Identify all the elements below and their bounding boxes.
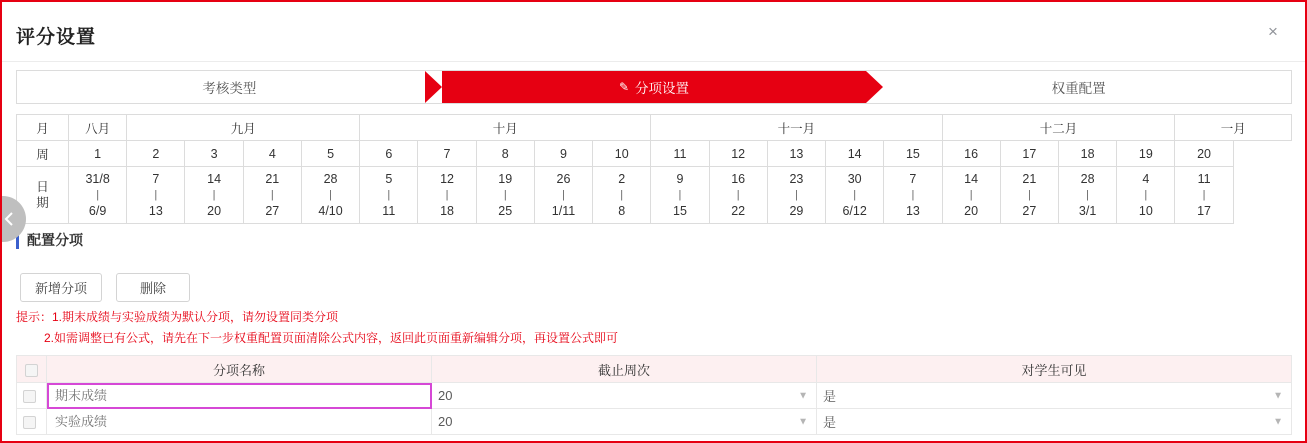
row-checkbox[interactable] bbox=[23, 416, 36, 429]
page-title: 评分设置 bbox=[16, 27, 97, 48]
item-name-input[interactable] bbox=[53, 384, 425, 408]
tip-line-2: 2.如需调整已有公式，请先在下一步权重配置页面清除公式内容，返回此页面重新编辑分项，再设置公式即可 bbox=[44, 331, 619, 345]
calendar-date-cell: 11 | 17 bbox=[1175, 167, 1233, 224]
select-all-checkbox[interactable] bbox=[25, 364, 38, 377]
calendar-month-cell: 十二月 bbox=[942, 115, 1175, 141]
section-title: 配置分项 bbox=[16, 231, 83, 249]
calendar-label-week: 周 bbox=[17, 141, 69, 167]
calendar-date-cell: 9 | 15 bbox=[651, 167, 709, 224]
item-week-select[interactable] bbox=[432, 409, 817, 435]
calendar-date-cell: 28 | 3/1 bbox=[1058, 167, 1116, 224]
calendar-week-cell: 20 bbox=[1175, 141, 1233, 167]
calendar-week-cell: 19 bbox=[1117, 141, 1175, 167]
calendar-month-cell: 十一月 bbox=[651, 115, 942, 141]
select-all-header bbox=[17, 356, 47, 383]
step-bar bbox=[16, 70, 1292, 104]
calendar-date-cell: 21 | 27 bbox=[1000, 167, 1058, 224]
tab-assessment-type[interactable] bbox=[17, 71, 442, 103]
chevron-down-icon: ▼ bbox=[798, 416, 808, 427]
calendar-week-cell: 18 bbox=[1058, 141, 1116, 167]
calendar-date-cell: 26 | 1/11 bbox=[534, 167, 592, 224]
row-select-cell bbox=[17, 383, 47, 409]
item-week-value: 20 bbox=[438, 414, 453, 429]
calendar-date-cell: 30 | 6/12 bbox=[826, 167, 884, 224]
row-select-cell bbox=[17, 409, 47, 435]
calendar-week-cell: 1 bbox=[69, 141, 127, 167]
item-visible-select[interactable] bbox=[817, 409, 1292, 435]
item-visible-select[interactable] bbox=[817, 383, 1292, 409]
calendar-date-cell: 2 | 8 bbox=[593, 167, 651, 224]
table-row bbox=[17, 383, 1292, 409]
calendar-date-cell: 12 | 18 bbox=[418, 167, 476, 224]
calendar-date-cell: 23 | 29 bbox=[767, 167, 825, 224]
dialog-header bbox=[2, 2, 1305, 62]
calendar-date-cell: 4 | 10 bbox=[1117, 167, 1175, 224]
calendar-week-cell: 12 bbox=[709, 141, 767, 167]
calendar-week-cell: 4 bbox=[243, 141, 301, 167]
calendar-week-cell: 11 bbox=[651, 141, 709, 167]
step-label-1: 考核类型 bbox=[202, 81, 257, 96]
calendar-month-cell: 九月 bbox=[127, 115, 360, 141]
delete-item-button[interactable]: 删除 bbox=[116, 273, 190, 302]
chevron-down-icon: ▼ bbox=[798, 390, 808, 401]
tips-block bbox=[16, 307, 618, 349]
calendar-month-cell: 一月 bbox=[1175, 115, 1292, 141]
calendar-week-cell: 9 bbox=[534, 141, 592, 167]
calendar-week-cell: 17 bbox=[1000, 141, 1058, 167]
calendar-date-cell: 19 | 25 bbox=[476, 167, 534, 224]
calendar-date-cell: 7 | 13 bbox=[884, 167, 942, 224]
item-visible-value: 是 bbox=[823, 415, 837, 430]
calendar-date-cell: 16 | 22 bbox=[709, 167, 767, 224]
items-table bbox=[16, 355, 1292, 435]
calendar-date-cell: 14 | 20 bbox=[185, 167, 243, 224]
item-action-buttons bbox=[20, 273, 190, 302]
item-name-input[interactable] bbox=[53, 410, 425, 434]
item-week-select[interactable] bbox=[432, 383, 817, 409]
column-header-week: 截止周次 bbox=[432, 356, 817, 383]
tab-weight-config[interactable] bbox=[866, 71, 1291, 103]
column-header-name: 分项名称 bbox=[47, 356, 432, 383]
calendar-month-cell: 八月 bbox=[69, 115, 127, 141]
calendar-date-cell: 5 | 11 bbox=[360, 167, 418, 224]
calendar-week-cell: 5 bbox=[301, 141, 359, 167]
calendar-date-cell: 21 | 27 bbox=[243, 167, 301, 224]
calendar-week-cell: 7 bbox=[418, 141, 476, 167]
calendar-week-cell: 2 bbox=[127, 141, 185, 167]
calendar-date-cell: 7 | 13 bbox=[127, 167, 185, 224]
column-header-visible: 对学生可见 bbox=[817, 356, 1292, 383]
step-label-2: 分项设置 bbox=[635, 81, 690, 96]
calendar-label-month: 月 bbox=[17, 115, 69, 141]
item-visible-value: 是 bbox=[823, 389, 837, 404]
calendar-week-cell: 13 bbox=[767, 141, 825, 167]
calendar-week-row bbox=[17, 141, 1292, 167]
step-label-3: 权重配置 bbox=[1051, 81, 1106, 96]
tab-item-settings[interactable] bbox=[442, 71, 867, 103]
table-header-row bbox=[17, 356, 1292, 383]
calendar-week-cell: 10 bbox=[593, 141, 651, 167]
item-name-cell[interactable] bbox=[47, 383, 432, 409]
tip-line-1: 提示：1.期末成绩与实验成绩为默认分项，请勿设置同类分项 bbox=[16, 310, 339, 324]
pencil-icon: ✎ bbox=[618, 80, 630, 94]
chevron-down-icon: ▼ bbox=[1273, 390, 1283, 401]
item-name-cell[interactable] bbox=[47, 409, 432, 435]
calendar-date-cell: 14 | 20 bbox=[942, 167, 1000, 224]
calendar-week-cell: 3 bbox=[185, 141, 243, 167]
chevron-down-icon: ▼ bbox=[1273, 416, 1283, 427]
calendar-week-cell: 6 bbox=[360, 141, 418, 167]
calendar-week-cell: 14 bbox=[826, 141, 884, 167]
item-week-value: 20 bbox=[438, 388, 453, 403]
calendar-label-date: 日 期 bbox=[17, 167, 69, 224]
calendar-date-cell: 28 | 4/10 bbox=[301, 167, 359, 224]
calendar-month-cell: 十月 bbox=[360, 115, 651, 141]
week-calendar bbox=[16, 114, 1292, 224]
row-checkbox[interactable] bbox=[23, 390, 36, 403]
table-row bbox=[17, 409, 1292, 435]
calendar-week-cell: 16 bbox=[942, 141, 1000, 167]
calendar-date-row bbox=[17, 167, 1292, 224]
close-icon[interactable]: × bbox=[1263, 22, 1283, 42]
calendar-week-cell: 15 bbox=[884, 141, 942, 167]
calendar-week-cell: 8 bbox=[476, 141, 534, 167]
calendar-date-cell: 31/8 | 6/9 bbox=[69, 167, 127, 224]
add-item-button[interactable]: 新增分项 bbox=[20, 273, 102, 302]
calendar-month-row bbox=[17, 115, 1292, 141]
